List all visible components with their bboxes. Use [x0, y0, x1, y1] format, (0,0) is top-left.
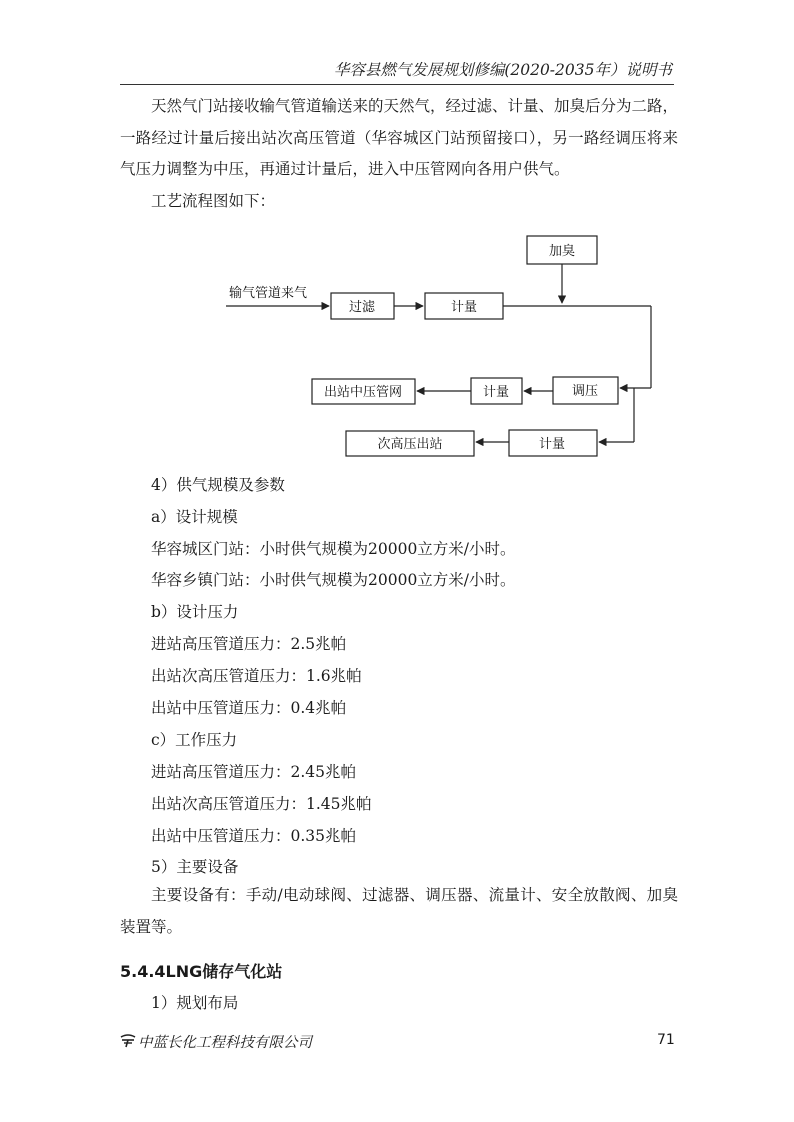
- page-number: 71: [657, 1032, 675, 1048]
- flow-box-odorize-label: 加臭: [548, 244, 576, 259]
- process-flowchart: [0, 0, 794, 470]
- flow-box-out-high-label: 次高压出站: [377, 437, 443, 452]
- flow-box-out-mid-label: 出站中压管网: [323, 385, 403, 400]
- list-line-design-inlet: 进站高压管道压力：2.5兆帕: [151, 635, 347, 653]
- section-heading-lng: 5.4.4LNG储存气化站: [120, 962, 283, 981]
- list-line-work-outlet-mid: 出站中压管道压力：0.35兆帕: [151, 827, 357, 845]
- list-line-supply-scale: 4）供气规模及参数: [151, 476, 285, 494]
- list-line-design-outlet-mid: 出站中压管道压力：0.4兆帕: [151, 699, 347, 717]
- paragraph-equipment: 主要设备有：手动/电动球阀、过滤器、调压器、流量计、安全放散阀、加臭装置等。: [120, 886, 678, 936]
- list-line-work-outlet-high: 出站次高压管道压力：1.45兆帕: [151, 795, 372, 813]
- flow-box-filter-label: 过滤: [348, 300, 376, 315]
- list-line-city-gate: 华容城区门站：小时供气规模为20000立方米/小时。: [151, 540, 516, 558]
- footer-company: 中蓝长化工程科技有限公司: [138, 1035, 312, 1051]
- list-line-work-inlet: 进站高压管道压力：2.45兆帕: [151, 763, 357, 781]
- page-header-title: 华容县燃气发展规划修编(2020-2035年）说明书: [333, 61, 672, 79]
- list-line-town-gate: 华容乡镇门站：小时供气规模为20000立方米/小时。: [151, 571, 516, 589]
- company-logo-icon: [120, 1032, 136, 1048]
- flow-box-meter2-label: 计量: [482, 385, 510, 400]
- list-line-planning-layout: 1）规划布局: [151, 994, 239, 1012]
- list-line-working-pressure: c）工作压力: [151, 731, 238, 749]
- list-line-design-outlet-high: 出站次高压管道压力：1.6兆帕: [151, 667, 362, 685]
- flow-box-regulate-label: 调压: [571, 384, 599, 399]
- list-line-design-pressure: b）设计压力: [151, 603, 239, 621]
- flow-box-meter3-label: 计量: [538, 437, 566, 452]
- list-line-design-scale: a）设计规模: [151, 508, 238, 526]
- paragraph-gate-station: 天然气门站接收输气管道输送来的天然气，经过滤、计量、加臭后分为二路，一路经过计量后接出站次高压管道（华容城区门站预留接口），另一路经调压将来气压力调整为中压，再通过计量后，进入中压管网向各用户供气。: [120, 97, 679, 178]
- flow-input-label: 输气管道来气: [229, 286, 308, 301]
- list-line-main-equipment: 5）主要设备: [151, 858, 239, 876]
- paragraph-flow-intro: 工艺流程图如下：: [151, 192, 276, 210]
- flow-box-meter1-label: 计量: [450, 300, 478, 315]
